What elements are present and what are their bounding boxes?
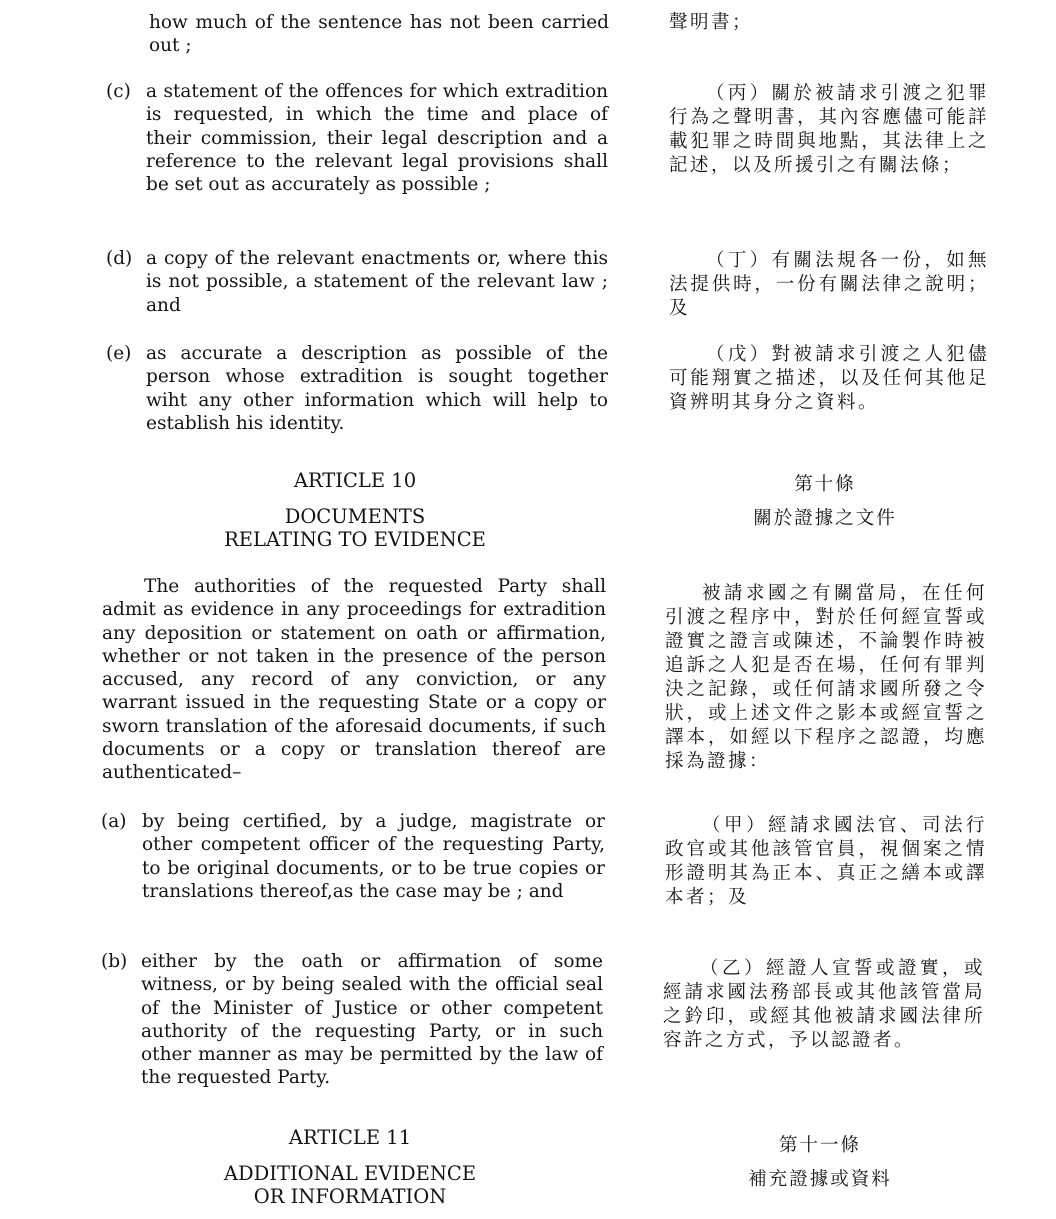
- item-b-marker: (b): [101, 951, 128, 972]
- item-c-marker: (c): [106, 81, 131, 102]
- article-10-zh-number: 第十條: [794, 474, 856, 495]
- item-b-text: either by the oath or affirmation of some witness, or by being sealed with the official seal of the Minister of Justice or other competent authority of the requesting Party, or in such other manner as may be permitted by the law of the requested Party.: [141, 951, 603, 1089]
- item-e-text: as accurate a description as possible of the person whose extradition is sought together wiht any other information which will help to establish his identity.: [146, 343, 608, 434]
- article-10-zh-body: 被請求國之有關當局，在任何引渡之程序中，對於任何經宣誓或證實之證言或陳述，不論製作時被追訴之人犯是否在場，任何有罪判決之記錄，或任何請求國所發之令狀，或上述文件之影本或經宣誓之譯本，如經以下程序之認證，均應採為證據：: [665, 583, 987, 772]
- article-11-title-line2: OR INFORMATION: [253, 1185, 447, 1208]
- article-10-title-line2: RELATING TO EVIDENCE: [224, 528, 486, 551]
- article-10-number: ARTICLE 10: [293, 469, 417, 492]
- right-item-e: （戊）對被請求引渡之人犯儘可能翔實之描述，以及任何其他足資辨明其身分之資料。: [669, 344, 989, 413]
- article-11-zh-title: 補充證據或資料: [748, 1169, 892, 1190]
- item-d-text: a copy of the relevant enactments or, where this is not possible, a statement of the relevant law ; and: [146, 248, 608, 316]
- right-item-b: （乙）經證人宣誓或證實，或經請求國法務部長或其他該管當局之鈐印，或經其他被請求國法律所容許之方式，予以認證者。: [663, 958, 985, 1051]
- item-d-marker: (d): [106, 248, 133, 269]
- item-c-text: a statement of the offences for which extradition is requested, in which the time and place of their commission, their legal description and a reference to the relevant legal provisions shall be set out as accurately as possible ;: [146, 81, 608, 196]
- right-item-c: （丙）關於被請求引渡之犯罪行為之聲明書，其內容應儘可能詳載犯罪之時間與地點，其法律上之記述，以及所援引之有關法條；: [669, 83, 989, 176]
- right-item-d: （丁）有關法規各一份，如無法提供時，一份有關法律之說明；及: [669, 250, 989, 319]
- article-11-zh-number: 第十一條: [778, 1135, 861, 1156]
- article-11-title-line1: ADDITIONAL EVIDENCE: [223, 1162, 477, 1185]
- article-10-body: The authorities of the requested Party shall admit as evidence in any proceedings for extradition any deposition or statement on oath or affirmation, whether or not taken in the presence of the person accused, any record of any conviction, or any warrant issued in the requesting State or a copy or sworn translation of the aforesaid documents, if such documents or a copy or translation thereof are authenticated–: [102, 576, 606, 784]
- left-intro-tail: how much of the sentence has not been carried out ;: [149, 12, 609, 57]
- item-a-marker: (a): [101, 811, 127, 832]
- right-intro-tail: 聲明書；: [669, 12, 754, 33]
- item-a-text: by being certified, by a judge, magistrate or other competent officer of the requesting Party, to be original documents, or to be true copies or translations thereof,as the case may be ; and: [142, 811, 605, 902]
- article-10-title-line1: DOCUMENTS: [284, 505, 426, 528]
- article-11-number: ARTICLE 11: [288, 1126, 412, 1149]
- article-10-zh-title: 關於證據之文件: [753, 508, 897, 529]
- item-e-marker: (e): [106, 343, 132, 364]
- right-item-a: （甲）經請求國法官、司法行政官或其他該管官員，視個案之情形證明其為正本、真正之繕本或譯本者；及: [665, 815, 987, 908]
